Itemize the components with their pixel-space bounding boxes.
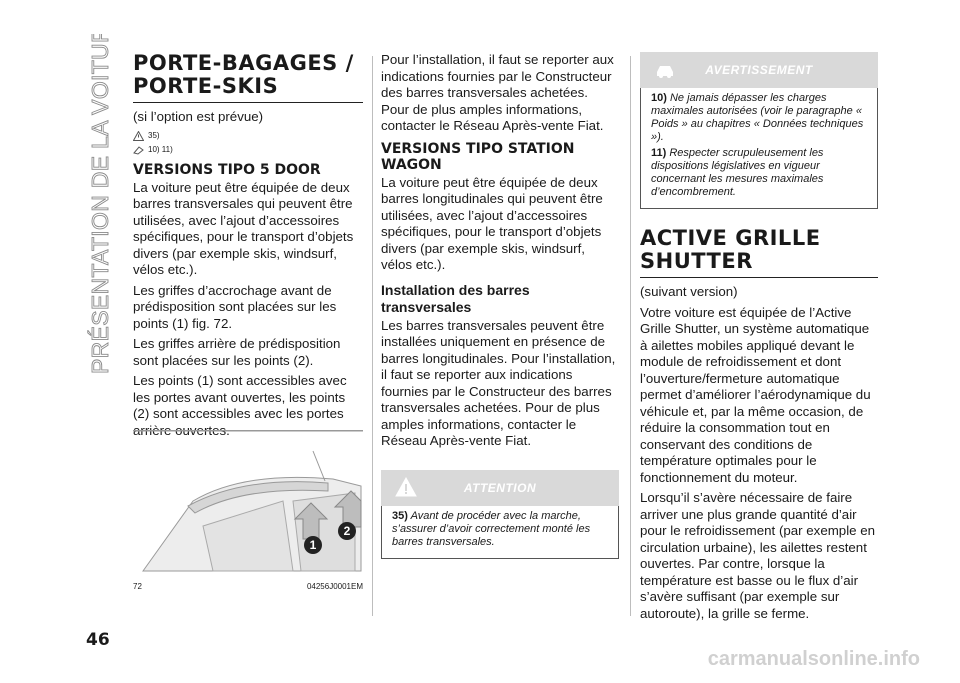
ref-line-2 (133, 144, 363, 156)
side-title-text: PRÉSENTATION DE LA VOITURE (87, 34, 113, 374)
figure-caption (133, 582, 363, 591)
marker-2: 2 (343, 524, 351, 538)
heading-tipo-station-wagon: VERSIONS TIPO STATION WAGON (381, 140, 575, 173)
figure-number: 72 (133, 582, 142, 591)
paragraph: Les griffes arrière de prédisposition sont placées sur les points (2). (133, 336, 341, 368)
warning-header (640, 52, 878, 88)
warning-box (640, 52, 878, 209)
warning-triangle-icon (395, 476, 417, 498)
watermark: carmanualsonline.info (707, 648, 920, 670)
paragraph: Les points (1) sont accessibles avec les portes avant ouvertes, les points (2) sont accessibles avec les portes arrière ouvertes. (133, 373, 347, 438)
attention-body (381, 506, 619, 559)
ref-line-1 (133, 130, 363, 142)
paragraph: La voiture peut être équipée de deux barres longitudinales qui peuvent être utilisées, avec l’ajout d’accessoires spécifiques, pour le transport d’objets divers (par exemple skis, windsurf, vélos etc.). (381, 174, 603, 272)
car-hazard-icon (654, 58, 676, 80)
attention-header (381, 470, 619, 506)
attention-item (392, 510, 612, 549)
figure-code: 04256J0001EM (306, 582, 363, 591)
paragraph: Les barres transversales peuvent être installées uniquement en présence de barres longitudinales. Pour l’installation, il faut se reporter aux indications fournies par le Constructeur des barres transversales achetées. Pour de plus amples informations, contacter le Réseau Après-vente Fiat. (381, 317, 616, 448)
warning-title: AVERTISSEMENT (705, 63, 813, 77)
car-roof-illustration (133, 431, 363, 581)
heading-active-grille-shutter: ACTIVE GRILLE SHUTTER (640, 227, 878, 278)
warning-item (651, 147, 871, 199)
column-divider (630, 56, 631, 616)
marker-1: 1 (309, 538, 317, 552)
paragraph: Votre voiture est équipée de l’Active Grille Shutter, un système automatique à ailettes mobiles appliqué devant le module de refroidissement et dont l’ouverture/fermeture automatique permet d’améliorer l’aérodynamique du véhicule et, par la même occasion, de réduire la consommation tout en conservant des conditions de température optimales pour le fonctionnement du moteur. (640, 304, 871, 485)
column-middle (381, 52, 619, 559)
warning-body (640, 88, 878, 209)
warning-text: Ne jamais dépasser les charges maximales autorisées (voir le paragraphe « Poids » au chapitres « Données techniques »). (651, 92, 864, 143)
subheading-installation: Installation des barres transversales (381, 281, 530, 315)
paragraph: Pour l’installation, il faut se reporter aux indications fournies par le Constructeur des barres transversales achetées. Pour de plus amples informations, contacter le Réseau Après-vente Fiat. (381, 52, 614, 133)
paragraph: La voiture peut être équipée de deux barres transversales qui peuvent être utilisées, avec l’ajout d’accessoires spécifiques, pour le transport d’objets divers (par exemple skis, windsurf, vélos etc.). (133, 179, 354, 277)
column-left (133, 52, 363, 443)
hand-ref-icon (133, 145, 144, 155)
paragraph: Les griffes d’accrochage avant de prédisposition sont placées sur les points (1) fig. 72. (133, 282, 337, 331)
column-divider (372, 56, 373, 616)
warning-text: Respecter scrupuleusement les dispositions législatives en vigueur concernant les mesures maximales d’encombrement. (651, 147, 824, 198)
subtitle-option: (si l’option est prévue) (133, 109, 264, 124)
side-chapter-title (86, 34, 116, 374)
column-right (640, 52, 878, 626)
warning-num: 10) (651, 92, 667, 104)
figure-72 (133, 430, 363, 591)
attention-text: Avant de procéder avec la marche, s’assurer d’avoir correctement monté les barres transversales. (392, 509, 591, 548)
attention-title: ATTENTION (463, 480, 537, 495)
attention-num: 35) (392, 509, 408, 522)
subtitle-version: (suivant version) (640, 284, 738, 299)
heading-roof-rack: PORTE-BAGAGES / PORTE-SKIS (133, 52, 363, 103)
page-number: 46 (86, 630, 110, 650)
warning-item (651, 92, 871, 144)
ref-text-1: 35) (148, 130, 160, 140)
warning-num: 11) (651, 147, 667, 159)
paragraph: Lorsqu’il s’avère nécessaire de faire arriver une plus grande quantité d’air pour le refroidissement (par exemple en circulation urbaine), les ailettes restent ouvertes. Par contre, lorsque la température est basse ou le flux d’air s’avère suffisant (par exemple sur autoroute), la grille se ferme. (640, 490, 876, 621)
ref-text-2: 10) 11) (148, 144, 173, 154)
warning-ref-icon (133, 131, 144, 141)
heading-tipo-5-door: VERSIONS TIPO 5 DOOR (133, 161, 321, 178)
attention-box (381, 470, 619, 559)
